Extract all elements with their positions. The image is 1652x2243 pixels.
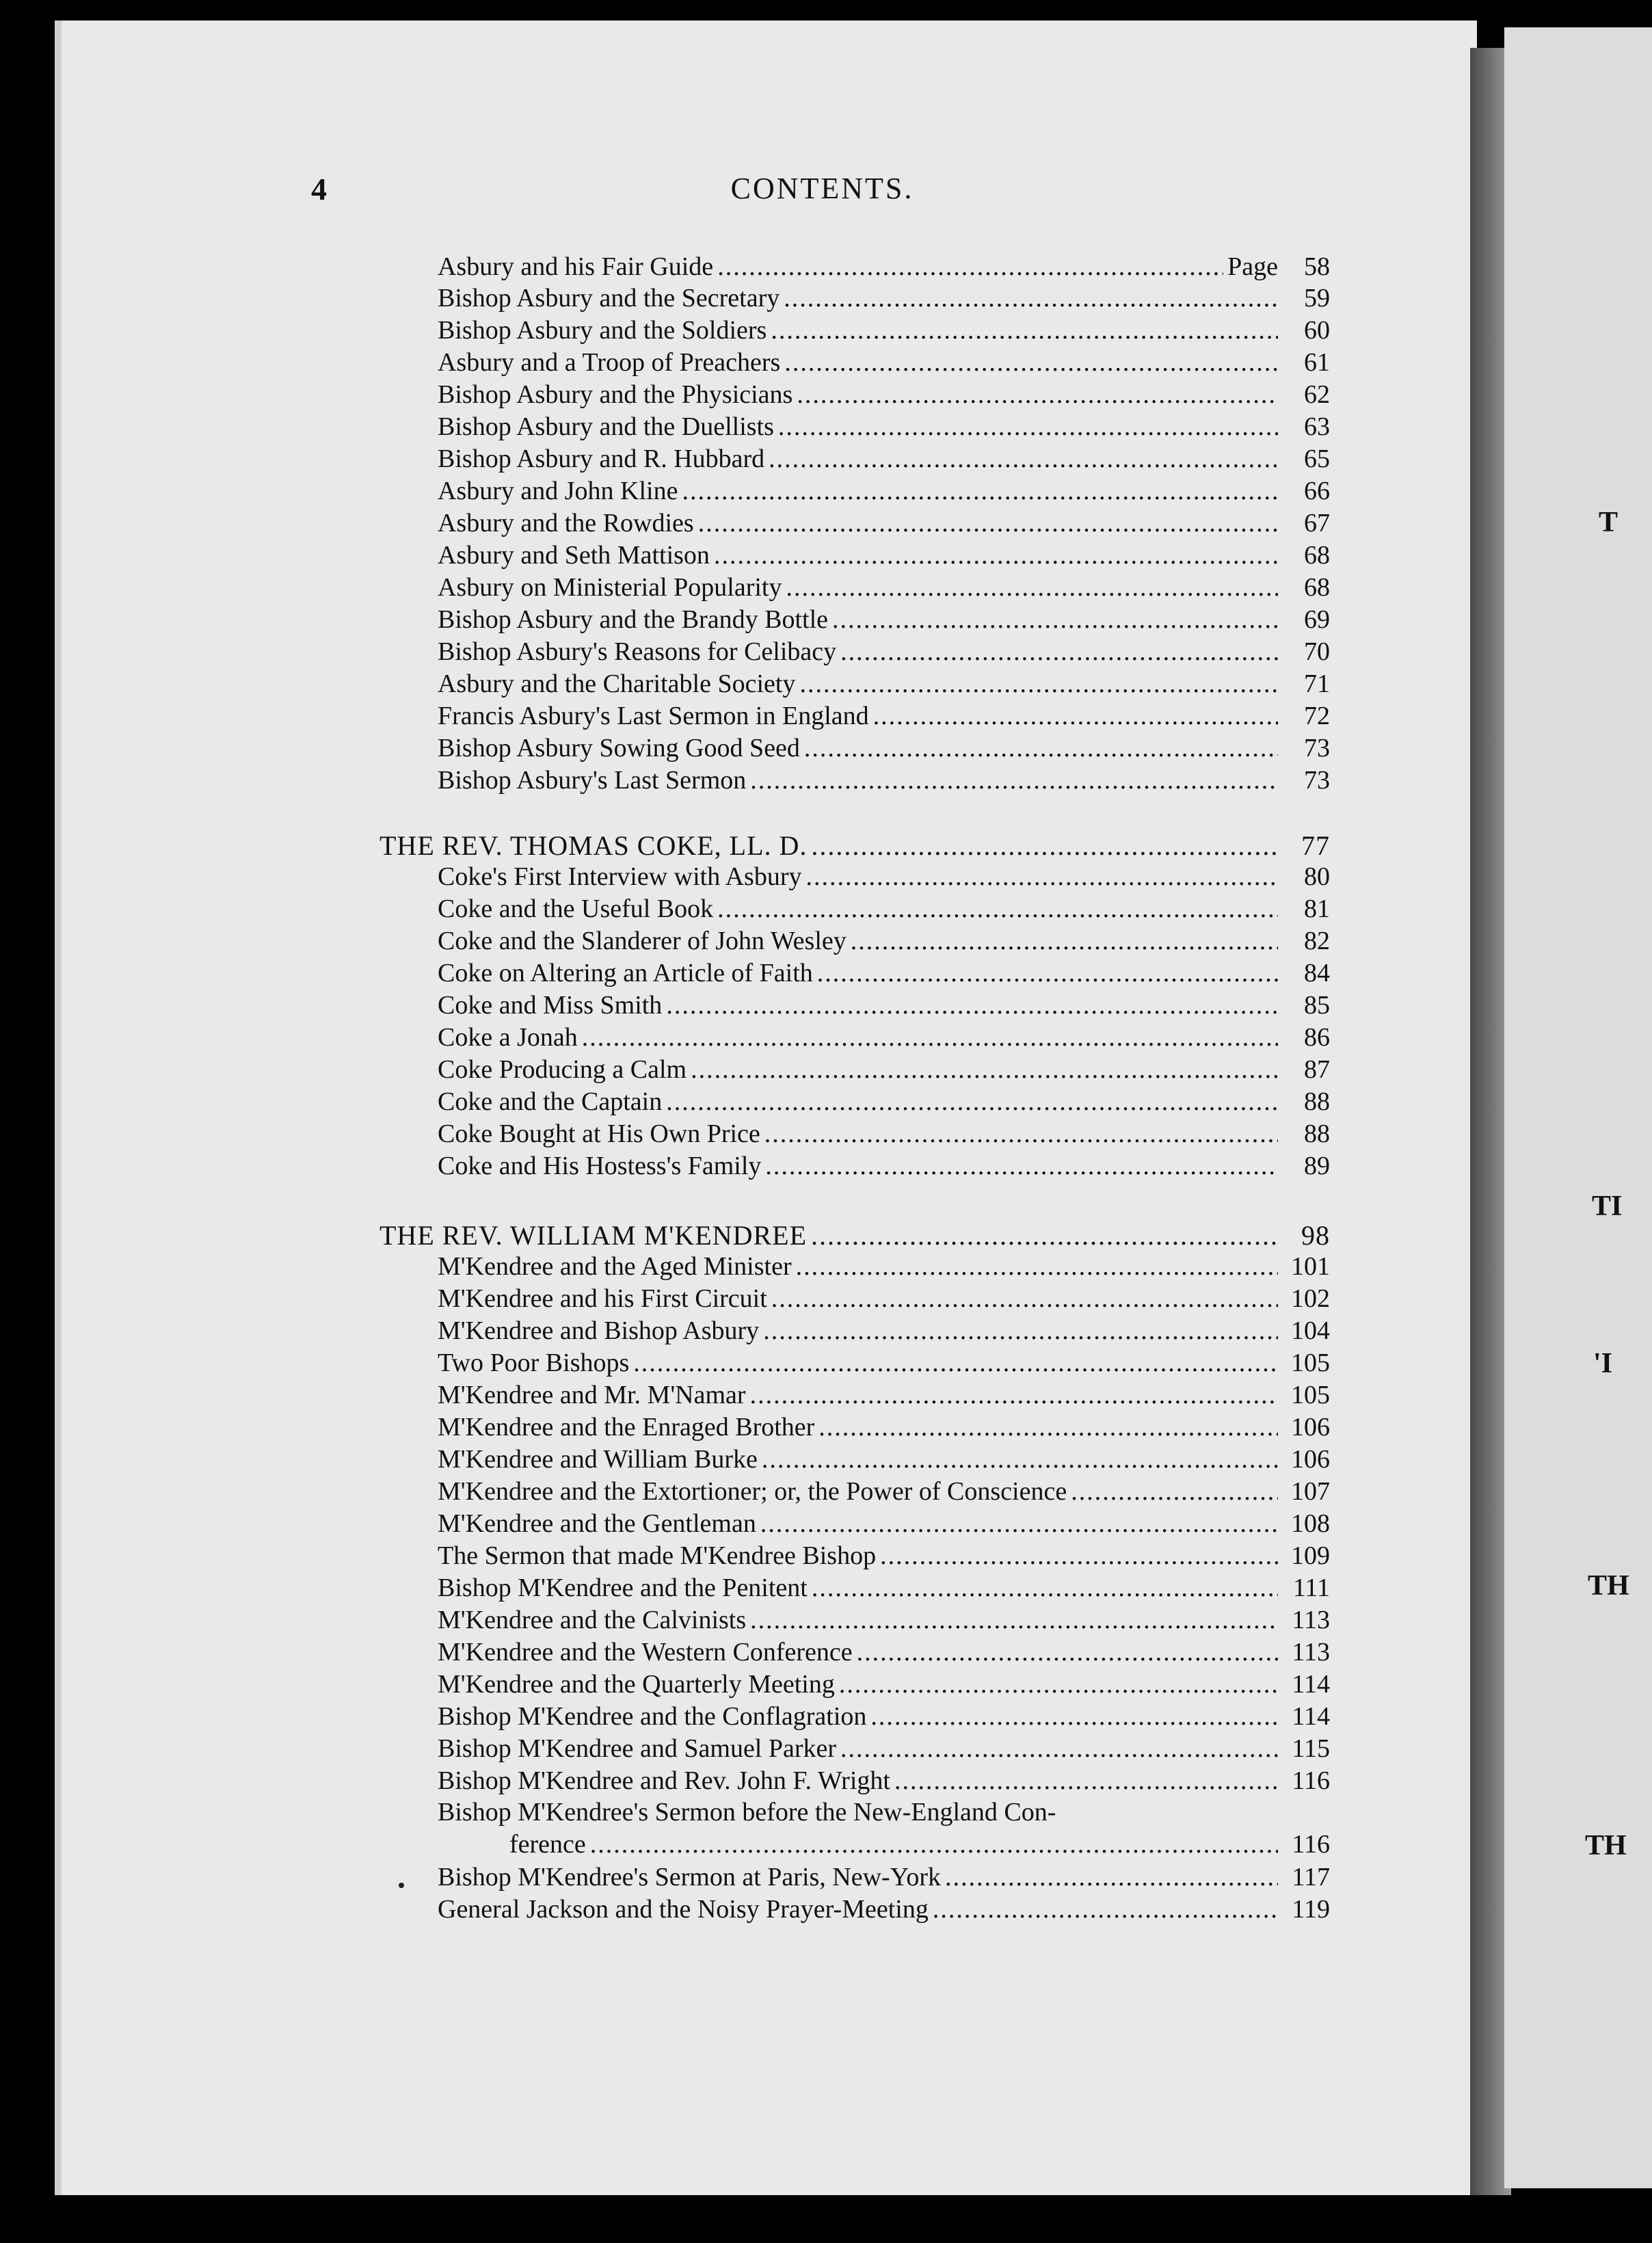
- toc-entry-page: 109: [1291, 1541, 1330, 1570]
- toc-entry: [438, 444, 1330, 475]
- toc-entry-title: Coke's First Interview with Asbury: [438, 862, 802, 891]
- adjacent-page-fragment: TH: [1585, 1830, 1627, 1861]
- adjacent-page: [1504, 27, 1652, 2188]
- toc-entry-page: 88: [1304, 1087, 1330, 1116]
- leader-dots: [771, 1284, 1278, 1314]
- leader-dots: [762, 1444, 1278, 1474]
- toc-entry-title: M'Kendree and the Aged Minister: [438, 1252, 792, 1281]
- toc-entry-title: Bishop M'Kendree and Samuel Parker: [438, 1734, 837, 1763]
- toc-entry: [438, 1119, 1330, 1150]
- toc-entry: [438, 894, 1330, 925]
- toc-entry: [438, 476, 1330, 507]
- toc-entry: [438, 958, 1330, 990]
- leader-dots: [933, 1894, 1278, 1924]
- page-header: [311, 171, 1333, 212]
- toc-entry-title: Two Poor Bishops: [438, 1349, 630, 1377]
- toc-entry-page: 116: [1292, 1830, 1330, 1859]
- toc-entry-page: 105: [1291, 1349, 1330, 1377]
- toc-entry-page: 72: [1304, 702, 1330, 730]
- toc-entry-title: Bishop Asbury Sowing Good Seed: [438, 734, 800, 762]
- toc-entry: [438, 1316, 1330, 1347]
- leader-dots: [763, 1316, 1278, 1346]
- leader-dots: [784, 283, 1278, 313]
- toc-entry-title: M'Kendree and his First Circuit: [438, 1284, 767, 1313]
- toc-entry: [438, 990, 1330, 1022]
- toc-entry-page: 73: [1304, 734, 1330, 762]
- leader-dots: [840, 637, 1278, 667]
- leader-dots: [804, 733, 1278, 763]
- toc-entry-title: Asbury on Ministerial Popularity: [438, 573, 782, 602]
- leader-dots: [818, 1412, 1278, 1442]
- leader-dots: [873, 701, 1278, 731]
- toc-entry: [438, 1605, 1330, 1636]
- leader-dots: [799, 669, 1278, 699]
- toc-entry-page: 89: [1304, 1152, 1330, 1180]
- toc-entry-title: General Jackson and the Noisy Prayer-Meeting: [438, 1895, 929, 1924]
- toc-entry-title: M'Kendree and Mr. M'Namar: [438, 1381, 746, 1409]
- toc-entry-page: 108: [1291, 1509, 1330, 1538]
- adjacent-page-fragment: TI: [1592, 1191, 1623, 1222]
- toc-entry: [438, 540, 1330, 572]
- toc-entry-title: Bishop M'Kendree and the Conflagration: [438, 1702, 867, 1731]
- leader-dots: [817, 958, 1278, 988]
- toc-entry: [438, 1637, 1330, 1669]
- leader-dots: [769, 444, 1278, 474]
- leader-dots: [857, 1637, 1278, 1667]
- toc-entry: [438, 637, 1330, 668]
- toc-entry-page: 67: [1304, 509, 1330, 537]
- toc-entry-page: 106: [1291, 1413, 1330, 1442]
- toc-entry-title: M'Kendree and Bishop Asbury: [438, 1316, 760, 1345]
- toc-entry-title: M'Kendree and the Extortioner; or, the Power of Conscience: [438, 1477, 1067, 1506]
- leader-dots: [760, 1509, 1278, 1539]
- toc-entry-title: The Sermon that made M'Kendree Bishop: [438, 1541, 877, 1570]
- toc-entry-title: Coke a Jonah: [438, 1023, 578, 1052]
- toc-entry: [438, 669, 1330, 700]
- toc-entry-page: 62: [1304, 380, 1330, 409]
- leader-dots: [765, 1151, 1278, 1181]
- toc-entry-title: Coke on Altering an Article of Faith: [438, 959, 813, 987]
- toc-entry-title: Bishop Asbury's Last Sermon: [438, 766, 747, 795]
- toc-entry-page: 73: [1304, 766, 1330, 795]
- page-number: 4: [311, 172, 327, 207]
- toc-entry-title: Bishop Asbury and the Brandy Bottle: [438, 605, 829, 634]
- ink-speck: [399, 1883, 404, 1888]
- toc-entry-title: M'Kendree and the Quarterly Meeting: [438, 1670, 835, 1699]
- toc-entry-page: 68: [1304, 541, 1330, 570]
- leader-dots: [582, 1022, 1278, 1052]
- toc-entry-page: 114: [1292, 1702, 1330, 1731]
- leader-dots: [714, 540, 1278, 570]
- leader-dots: [894, 1766, 1278, 1796]
- toc-entry-title: Coke and the Useful Book: [438, 894, 714, 923]
- toc-entry: [438, 701, 1330, 732]
- toc-entry: [438, 412, 1330, 443]
- leader-dots: [590, 1829, 1278, 1859]
- toc-entry-page: 105: [1291, 1381, 1330, 1409]
- toc-entry-page: 115: [1292, 1734, 1330, 1763]
- toc-entry-title: Bishop Asbury and the Secretary: [438, 284, 780, 313]
- toc-entry-title: THE REV. WILLIAM M'KENDREE: [379, 1220, 808, 1251]
- toc-entry-page: 98: [1301, 1220, 1330, 1251]
- toc-entry-page: 87: [1304, 1055, 1330, 1084]
- toc-entry-page: 117: [1292, 1863, 1330, 1892]
- toc-entry-title: Bishop M'Kendree and the Penitent: [438, 1574, 808, 1602]
- leader-dots: [839, 1669, 1278, 1699]
- toc-entry-page: 58: [1304, 252, 1330, 281]
- toc-entry: [438, 380, 1330, 411]
- toc-entry-page: 82: [1304, 927, 1330, 955]
- toc-entry-page: 63: [1304, 412, 1330, 441]
- toc-entry-title: M'Kendree and William Burke: [438, 1445, 758, 1474]
- page-title: CONTENTS.: [730, 172, 914, 205]
- toc-entry-page: 68: [1304, 573, 1330, 602]
- toc-entry: [438, 1476, 1330, 1508]
- toc-entry-title: Coke Producing a Calm: [438, 1055, 687, 1084]
- leader-dots: [666, 1087, 1278, 1117]
- toc-entry-page: 85: [1304, 991, 1330, 1020]
- toc-entry: [438, 1862, 1330, 1894]
- toc-entry-title: Bishop Asbury and the Soldiers: [438, 316, 767, 345]
- toc-entry-title: Coke and the Slanderer of John Wesley: [438, 927, 847, 955]
- toc-entry: [438, 1797, 1330, 1829]
- leader-dots: [771, 315, 1278, 345]
- leader-dots: [750, 1605, 1278, 1635]
- toc-entry-title: Bishop Asbury's Reasons for Celibacy: [438, 637, 837, 666]
- toc-entry: [438, 252, 1330, 283]
- leader-dots: [717, 252, 1223, 282]
- toc-entry-title: THE REV. THOMAS COKE, LL. D.: [379, 830, 808, 861]
- toc-entry: [438, 1701, 1330, 1733]
- toc-entry-title: Coke Bought at His Own Price: [438, 1119, 760, 1148]
- toc-entry-page: 60: [1304, 316, 1330, 345]
- toc-entry: [438, 733, 1330, 765]
- toc-entry-title: M'Kendree and the Gentleman: [438, 1509, 756, 1538]
- toc-entry: [438, 572, 1330, 604]
- toc-entry-page: 119: [1292, 1895, 1330, 1924]
- leader-dots: [805, 862, 1278, 892]
- leader-dots: [840, 1734, 1278, 1764]
- toc-entry-title-continuation: ference: [509, 1830, 586, 1859]
- toc-entry: [438, 508, 1330, 540]
- toc-entry-title: Asbury and John Kline: [438, 477, 678, 505]
- toc-entry: [438, 1348, 1330, 1379]
- toc-entry-continuation: [509, 1829, 1330, 1861]
- leader-dots: [870, 1701, 1278, 1731]
- toc-entry-title: M'Kendree and the Enraged Brother: [438, 1413, 815, 1442]
- leader-dots: [786, 572, 1278, 602]
- leader-dots: [698, 508, 1278, 538]
- toc-entry-page: 106: [1291, 1445, 1330, 1474]
- leader-dots: [666, 990, 1278, 1020]
- leader-dots: [750, 1380, 1278, 1410]
- toc-entry: [438, 1734, 1330, 1765]
- leader-dots: [796, 1251, 1278, 1282]
- toc-entry-title: Coke and Miss Smith: [438, 991, 663, 1020]
- toc-entry-page: 114: [1292, 1670, 1330, 1699]
- toc-entry-title: Bishop M'Kendree and Rev. John F. Wright: [438, 1766, 890, 1795]
- toc-section-heading: [379, 1219, 1330, 1251]
- toc-entry: [438, 283, 1330, 315]
- toc-entry: [438, 1669, 1330, 1701]
- toc-section-heading: [379, 829, 1330, 861]
- toc-entry: [438, 1251, 1330, 1283]
- toc-entry-page: 116: [1292, 1766, 1330, 1795]
- toc-entry-page: 84: [1304, 959, 1330, 987]
- leader-dots: [812, 1573, 1278, 1603]
- toc-entry-page: 107: [1291, 1477, 1330, 1506]
- toc-entry-page: 80: [1304, 862, 1330, 891]
- toc-entry: [438, 1054, 1330, 1086]
- leader-dots: [880, 1541, 1278, 1571]
- toc-entry: [438, 347, 1330, 379]
- toc-entry-page: 61: [1304, 348, 1330, 377]
- leader-dots: [682, 476, 1278, 506]
- leader-dots: [851, 926, 1278, 956]
- toc-entry: [438, 926, 1330, 957]
- toc-entry: [438, 765, 1330, 797]
- leader-dots: [811, 1219, 1278, 1251]
- toc-entry-page: 113: [1292, 1606, 1330, 1634]
- toc-entry-page: 101: [1291, 1252, 1330, 1281]
- toc-entry-page: 66: [1304, 477, 1330, 505]
- toc-entry-title: M'Kendree and the Calvinists: [438, 1606, 747, 1634]
- toc-entry-title: Asbury and the Rowdies: [438, 509, 694, 537]
- toc-entry-page: 69: [1304, 605, 1330, 634]
- toc-entry-title: Bishop Asbury and the Physicians: [438, 380, 793, 409]
- leader-dots: [945, 1862, 1278, 1892]
- leader-dots: [1071, 1476, 1278, 1507]
- toc-entry: [438, 1412, 1330, 1444]
- toc-entry-page: 77: [1301, 830, 1330, 861]
- toc-entry-page: 88: [1304, 1119, 1330, 1148]
- leader-dots: [797, 380, 1278, 410]
- toc-entry: [438, 315, 1330, 347]
- toc-entry-title: M'Kendree and the Western Conference: [438, 1638, 853, 1667]
- toc-entry-page: 71: [1304, 669, 1330, 698]
- toc-entry: [438, 1087, 1330, 1118]
- toc-entry: [438, 1022, 1330, 1054]
- toc-entry: [438, 1509, 1330, 1540]
- toc-entry: [438, 1766, 1330, 1797]
- toc-entry-title: Asbury and the Charitable Society: [438, 669, 796, 698]
- toc-entry: [438, 1444, 1330, 1476]
- leader-dots: [764, 1119, 1278, 1149]
- toc-entry: [438, 1573, 1330, 1604]
- toc-entry-title: Asbury and a Troop of Preachers: [438, 348, 781, 377]
- toc-entry-page: 86: [1304, 1023, 1330, 1052]
- toc-entry: [438, 1284, 1330, 1315]
- toc-entry: [438, 1894, 1330, 1926]
- adjacent-page-fragment: T: [1599, 507, 1618, 538]
- toc-entry-title: Coke and the Captain: [438, 1087, 663, 1116]
- leader-dots: [691, 1054, 1278, 1085]
- toc-entry-title: Bishop Asbury and R. Hubbard: [438, 444, 765, 473]
- toc-entry-title: Bishop Asbury and the Duellists: [438, 412, 774, 441]
- toc-entry-page: 111: [1292, 1574, 1330, 1602]
- toc-entry: [438, 1541, 1330, 1572]
- toc-entry: [438, 605, 1330, 636]
- toc-entry: [438, 1380, 1330, 1411]
- adjacent-page-fragment: 'I: [1593, 1348, 1613, 1379]
- toc-entry-title: Asbury and Seth Mattison: [438, 541, 710, 570]
- toc-entry-title: Coke and His Hostess's Family: [438, 1152, 762, 1180]
- toc-entry: [438, 862, 1330, 893]
- leader-dots: [811, 829, 1278, 862]
- adjacent-page-fragment: TH: [1588, 1570, 1629, 1602]
- leader-dots: [750, 765, 1278, 795]
- toc-entry-page: 59: [1304, 284, 1330, 313]
- toc-entry-title: Francis Asbury's Last Sermon in England: [438, 702, 869, 730]
- toc-entry-page: 104: [1291, 1316, 1330, 1345]
- toc-entry-title: Asbury and his Fair Guide: [438, 252, 714, 281]
- leader-dots: [778, 412, 1278, 442]
- leader-dots: [717, 894, 1278, 924]
- toc-entry-title: Bishop M'Kendree's Sermon before the New-England Con-: [438, 1798, 1056, 1827]
- toc-entry-page: 81: [1304, 894, 1330, 923]
- page-label: Page: [1227, 252, 1278, 281]
- toc-entry: [438, 1151, 1330, 1182]
- leader-dots: [633, 1348, 1278, 1378]
- toc-entry-page: 113: [1292, 1638, 1330, 1667]
- toc-entry-page: 65: [1304, 444, 1330, 473]
- leader-dots: [784, 347, 1278, 377]
- toc-entry-title: Bishop M'Kendree's Sermon at Paris, New-York: [438, 1863, 941, 1892]
- toc-entry-page: 102: [1291, 1284, 1330, 1313]
- toc-entry-page: 70: [1304, 637, 1330, 666]
- leader-dots: [832, 605, 1278, 635]
